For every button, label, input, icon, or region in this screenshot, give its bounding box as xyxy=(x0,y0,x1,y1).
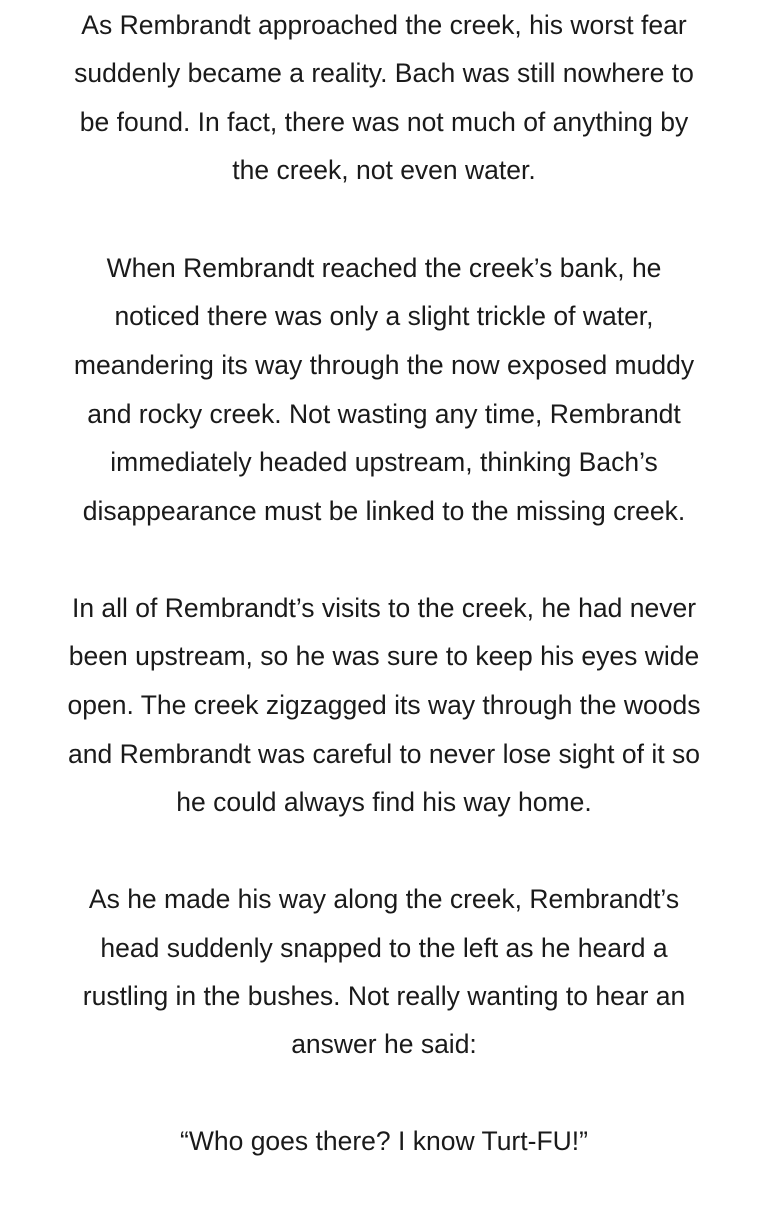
text-line: When Rembrandt reached the creek’s bank, he xyxy=(106,253,662,283)
text-line: head suddenly snapped to the left as he heard a xyxy=(100,933,668,963)
text-line: meandering its way through the now exposed muddy xyxy=(73,350,695,380)
text-line: he could always find his way home. xyxy=(176,787,592,817)
text-line: noticed there was only a slight trickle of water, xyxy=(114,301,654,331)
text-line: and rocky creek. Not wasting any time, Rembrandt xyxy=(87,399,681,429)
text-line: been upstream, so he was sure to keep his eyes wide xyxy=(68,641,700,671)
text-line: the creek, not even water. xyxy=(232,155,536,185)
text-line: open. The creek zigzagged its way through the woods xyxy=(67,690,701,720)
dialogue-line: “Who goes there? I know Turt-FU!” xyxy=(180,1126,588,1156)
text-line: In all of Rembrandt’s visits to the creek, he had never xyxy=(71,593,697,623)
text-line: rustling in the bushes. Not really wanting to hear an xyxy=(82,981,686,1011)
text-line: As he made his way along the creek, Rembrandt’s xyxy=(88,884,680,914)
text-line: answer he said: xyxy=(291,1029,477,1059)
text-line: suddenly became a reality. Bach was still nowhere to xyxy=(74,58,694,88)
text-line: and Rembrandt was careful to never lose sight of it so xyxy=(68,739,700,769)
text-line: be found. In fact, there was not much of anything by xyxy=(79,107,689,137)
text-line: immediately headed upstream, thinking Bach’s xyxy=(110,447,658,477)
text-line: As Rembrandt approached the creek, his worst fear xyxy=(81,10,687,40)
text-line: disappearance must be linked to the missing creek. xyxy=(82,496,686,526)
